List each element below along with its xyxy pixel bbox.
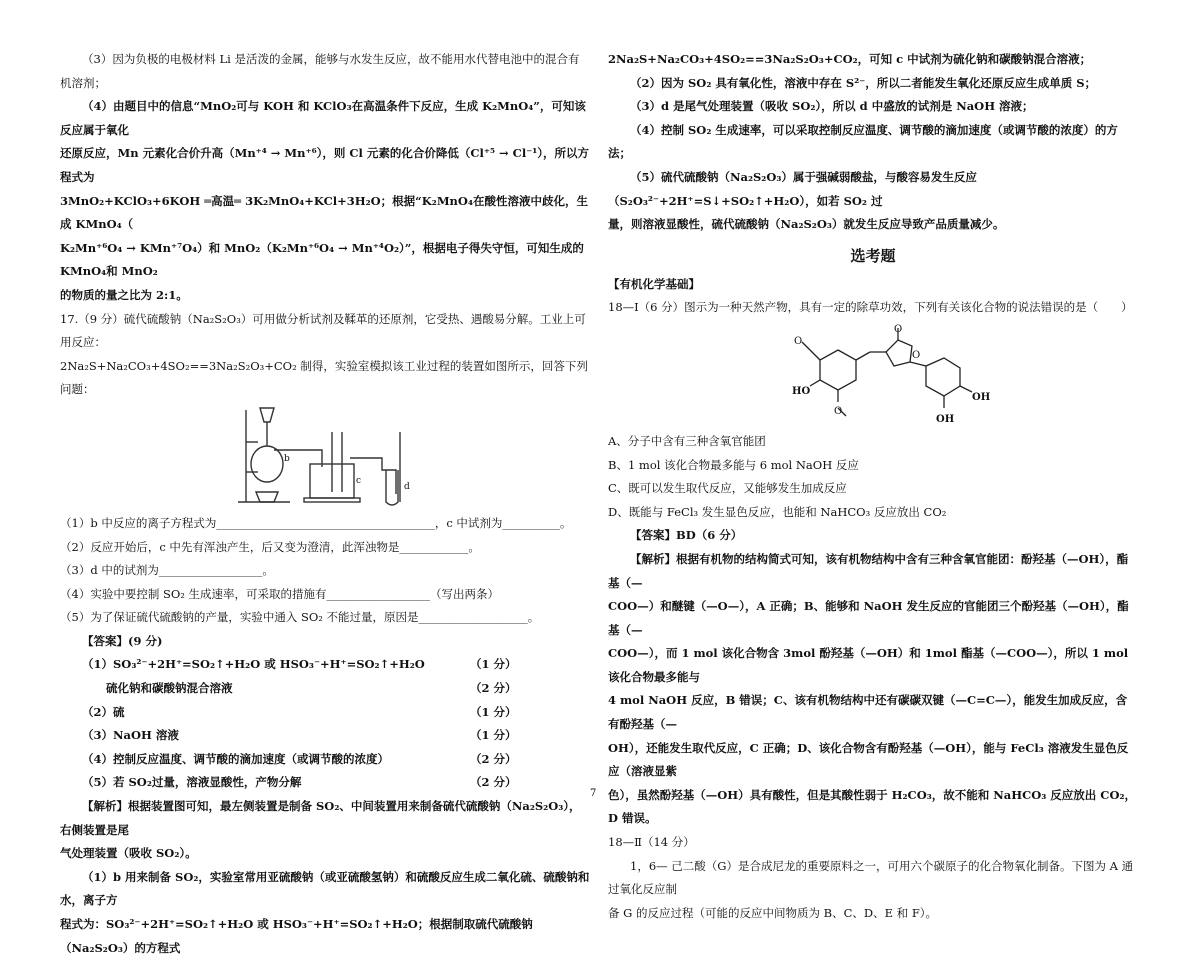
- option-d: D、既能与 FeCl₃ 发生显色反应，也能和 NaHCO₃ 反应放出 CO₂: [608, 504, 947, 519]
- analysis-line: COO—）和醚键（—O—），A 正确；B、能够和 NaOH 发生反应的官能团三个酚羟基（—OH），酯基（—: [608, 599, 1129, 637]
- answer-line: 【答案】BD（6 分）: [630, 528, 743, 543]
- answer-points: （1 分）: [470, 728, 517, 743]
- para-line: K₂Mn⁺⁶O₄ → KMn⁺⁷O₄）和 MnO₂（K₂Mn⁺⁶O₄ → Mn⁺⁴O₂）”，根据电子得失守恒，可知生成的 KMnO₄和 MnO₂: [60, 240, 584, 279]
- page-number: 7: [590, 788, 597, 799]
- answer-text: （5）若 SO₂过量，溶液显酸性，产物分解: [82, 775, 302, 790]
- answer-points: （1 分）: [470, 657, 517, 672]
- left-column: [60, 48, 590, 960]
- label-b: b: [284, 453, 290, 464]
- option-b: B、1 mol 该化合物最多能与 6 mol NaOH 反应: [608, 457, 859, 472]
- answer-row: [60, 724, 590, 748]
- question-text: 1，6— 己二酸（G）是合成尼龙的重要原料之一，可用六个碳原子的化合物氧化制备。下图为 A 通过氧化反应制: [608, 858, 1134, 897]
- answer-points: （1 分）: [470, 704, 517, 719]
- mol-label: O: [794, 335, 803, 347]
- apparatus-figure: [60, 402, 590, 512]
- answer-row: [60, 748, 590, 772]
- para-line: 的物质的量之比为 2:1。: [60, 287, 188, 302]
- analysis-line: （1）b 用来制备 SO₂，实验室常用亚硫酸钠（或亚硫酸氢钠）和硫酸反应生成二氧化硫、硫酸钠和水，离子方: [60, 869, 590, 908]
- answer-row: [60, 653, 590, 677]
- mol-label: HO: [792, 385, 811, 397]
- analysis-line: OH），还能发生取代反应，C 正确；D、该化合物含有酚羟基（—OH），能与 FeCl₃ 溶液发生显色反应（溶液显紫: [608, 740, 1129, 779]
- mol-label: OH: [972, 391, 991, 403]
- para-line: 量，则溶液显酸性，硫代硫酸钠（Na₂S₂O₃）就发生反应导致产品质量减少。: [608, 217, 1005, 232]
- answer-row: [60, 701, 590, 725]
- para-line: 2Na₂S+Na₂CO₃+4SO₂==3Na₂S₂O₃+CO₂，可知 c 中试剂为硫化钠和碳酸钠混合溶液；: [608, 52, 1092, 66]
- question-line: （5）为了保证硫代硫酸钠的产量，实验中通入 SO₂ 不能过量，原因是___________________。: [60, 610, 540, 625]
- para-line: （2）因为 SO₂ 具有氧化性，溶液中存在 S²⁻，所以二者能发生氧化还原反应生成单质 S；: [630, 75, 1097, 90]
- molecule-drawing: [608, 320, 1138, 430]
- question-17: 17.（9 分）硫代硫酸钠（Na₂S₂O₃）可用做分析试剂及鞣革的还原剂，它受热、遇酸易分解。工业上可用反应：: [60, 311, 586, 350]
- question-text: 备 G 的反应过程（可能的反应中间物质为 B、C、D、E 和 F）。: [608, 905, 938, 920]
- label-c: c: [356, 475, 362, 486]
- mol-label: OH: [936, 413, 955, 425]
- right-column: [608, 48, 1138, 925]
- answer-row: [60, 771, 590, 795]
- mol-label: O: [912, 349, 921, 361]
- answer-text: （3）NaOH 溶液: [82, 728, 179, 743]
- question-line: （1）b 中反应的离子方程式为______________________________________，c 中试剂为__________。: [60, 515, 572, 530]
- analysis-line: COO—），而 1 mol 该化合物含 3mol 酚羟基（—OH）和 1mol 酯基（—COO—），所以 1 mol 该化合物最多能与: [608, 646, 1129, 684]
- answer-text: 硫化钠和碳酸钠混合溶液: [106, 681, 233, 696]
- answer-points: （2 分）: [470, 681, 517, 696]
- answer-header: 【答案】(9 分): [82, 633, 163, 648]
- answer-text: （1）SO₃²⁻+2H⁺=SO₂↑+H₂O 或 HSO₃⁻+H⁺=SO₂↑+H₂O: [82, 657, 425, 672]
- answer-text: （2）硫: [82, 704, 125, 719]
- para-line: 还原反应，Mn 元素化合价升高（Mn⁺⁴ → Mn⁺⁶），则 Cl 元素的化合价降低（Cl⁺⁵ → Cl⁻¹），所以方程式为: [60, 146, 590, 184]
- analysis-line: 气处理装置（吸收 SO₂）。: [60, 846, 197, 861]
- molecule-figure: [608, 320, 1138, 430]
- subsection-title: 【有机化学基础】: [608, 276, 700, 291]
- question-18-1: 18—Ⅰ（6 分）图示为一种天然产物，具有一定的除草功效，下列有关该化合物的说法错误的是（ ）: [608, 300, 1133, 315]
- section-title: 选考题: [850, 246, 896, 265]
- answer-text: （4）控制反应温度、调节酸的滴加速度（或调节酸的浓度）: [82, 751, 389, 766]
- question-18-2: 18—Ⅱ（14 分）: [608, 835, 695, 850]
- para-line: （5）硫代硫酸钠（Na₂S₂O₃）属于强碱弱酸盐，与酸容易发生反应（S₂O₃²⁻+2H⁺=S↓+SO₂↑+H₂O），如若 SO₂ 过: [608, 169, 977, 208]
- reaction-line: 2Na₂S+Na₂CO₃+4SO₂==3Na₂S₂O₃+CO₂ 制得，实验室模拟该工业过程的装置如图所示，回答下列问题：: [60, 358, 588, 397]
- para-line: （4）由题目中的信息“MnO₂可与 KOH 和 KClO₃在高温条件下反应，生成 K₂MnO₄”，可知该反应属于氧化: [60, 99, 586, 137]
- option-a: A、分子中含有三种含氧官能团: [608, 433, 766, 448]
- para-line: （3）d 是尾气处理装置（吸收 SO₂），所以 d 中盛放的试剂是 NaOH 溶液；: [630, 99, 1034, 114]
- answer-row: [60, 677, 590, 701]
- analysis-line: 4 mol NaOH 反应，B 错误；C、该有机物结构中还有碳碳双键（—C=C—），能发生加成反应，含有酚羟基（—: [608, 693, 1128, 732]
- mol-label: O: [834, 405, 843, 417]
- apparatus-drawing: [60, 402, 590, 512]
- option-c: C、既可以发生取代反应，又能够发生加成反应: [608, 481, 847, 496]
- answer-points: （2 分）: [470, 775, 517, 790]
- para-line: （4）控制 SO₂ 生成速率，可以采取控制反应温度、调节酸的滴加速度（或调节酸的浓度）的方法；: [608, 122, 1118, 161]
- question-line: （4）实验中要控制 SO₂ 生成速率，可采取的措施有__________________（写出两条）: [60, 586, 500, 601]
- label-d: d: [404, 481, 410, 492]
- question-line: （2）反应开始后，c 中先有浑浊产生，后又变为澄清，此浑浊物是____________。: [60, 539, 480, 554]
- analysis-line: 程式为：SO₃²⁻+2H⁺=SO₂↑+H₂O 或 HSO₃⁻+H⁺=SO₂↑+H₂O；根据制取硫代硫酸钠（Na₂S₂O₃）的方程式: [60, 917, 533, 955]
- mol-label: O: [894, 323, 903, 335]
- analysis-line: 色），虽然酚羟基（—OH）具有酸性，但是其酸性弱于 H₂CO₃，故不能和 NaHCO₃ 反应放出 CO₂，D 错误。: [608, 787, 1136, 826]
- question-line: （3）d 中的试剂为__________________。: [60, 563, 274, 578]
- analysis-line: 【解析】根据装置图可知，最左侧装置是制备 SO₂、中间装置用来制备硫代硫酸钠（Na₂S₂O₃），右侧装置是尾: [60, 799, 581, 837]
- para-line: 3MnO₂+KClO₃+6KOH ═高温═ 3K₂MnO₄+KCl+3H₂O；根据“K₂MnO₄在酸性溶液中歧化，生成 KMnO₄（: [60, 193, 588, 232]
- answer-points: （2 分）: [470, 751, 517, 766]
- para-line: （3）因为负极的电极材料 Li 是活泼的金属，能够与水发生反应，故不能用水代替电池中的混合有机溶剂；: [60, 52, 580, 90]
- analysis-line: 【解析】根据有机物的结构简式可知，该有机物结构中含有三种含氧官能团：酚羟基（—OH），酯基（—: [608, 551, 1129, 590]
